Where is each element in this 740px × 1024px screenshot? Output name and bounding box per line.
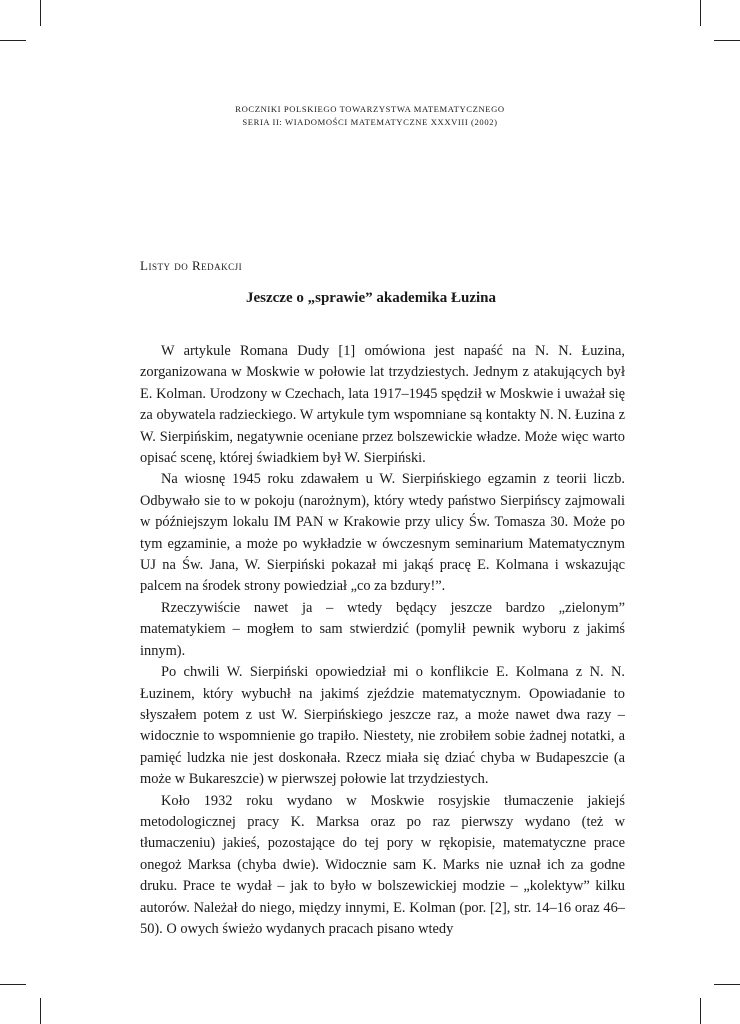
crop-mark-top-left-h: [0, 40, 26, 41]
paragraph: Rzeczywiście nawet ja – wtedy będący jeszcze bardzo „zielonym” matematykiem – mogłem to sam stwierdzić (pomylił pewnik wyboru z jakimś innym).: [140, 599, 625, 659]
journal-series: SERIA II: WIADOMOŚCI MATEMATYCZNE XXXVIII (2002): [242, 116, 498, 127]
paragraph: W artykule Romana Dudy [1] omówiona jest napaść na N. N. Łuzina, zorganizowana w Moskwie w połowie lat trzydziestych. Jednym z atakujących był E. Kolman. Urodzony w Czechach, lata 1917–1945 spędził w Moskwie i uważał się za obywatela radzieckiego. W artykule tym wspomniane są kontakty N. N. Łuzina z W. Sierpińskim, negatywnie oceniane przez bolszewickie władze. Może więc warto opisać scenę, której świadkiem był W. Sierpiński.: [140, 343, 625, 467]
crop-mark-bottom-right: [700, 998, 701, 1024]
crop-mark-top-left: [40, 0, 41, 26]
crop-mark-top-right-h: [714, 40, 740, 41]
crop-mark-bottom-left: [40, 998, 41, 1024]
journal-name: ROCZNIKI POLSKIEGO TOWARZYSTWA MATEMATYCZNEGO: [235, 104, 505, 114]
running-head: [0, 103, 740, 128]
section-label: Listy do Redakcji: [140, 258, 243, 273]
article-title: Jeszcze o „sprawie” akademika Łuzina: [246, 290, 496, 306]
crop-mark-bottom-right-h: [714, 984, 740, 985]
paragraph: Na wiosnę 1945 roku zdawałem u W. Sierpińskiego egzamin z teorii liczb. Odbywało sie to w pokoju (narożnym), który wtedy państwo Sierpińscy zajmowali w późniejszym lokalu IM PAN w Krakowie przy ulicy Św. Tomasza 30. Może po tym egzaminie, a może po wykładzie w ówczesnym seminarium Matematycznym UJ na Św. Jana, W. Sierpiński pokazał mi jakąś pracę E. Kolmana i wskazując palcem na środek strony powiedział „co za bzdury!”.: [140, 471, 625, 595]
article-body: [140, 341, 625, 940]
crop-mark-top-right: [700, 0, 701, 26]
paragraph: Po chwili W. Sierpiński opowiedział mi o konflikcie E. Kolmana z N. N. Łuzinem, który wybuchł na jakimś zjeździe matematycznym. Opowiadanie to słyszałem potem z ust W. Sierpińskiego jeszcze raz, a może nawet dwa razy – widocznie to wspomnienie go trapiło. Niestety, nie zrobiłem sobie żadnej notatki, a pamięć ludzka nie jest doskonała. Rzecz miała się dziać chyba w Budapeszcie (a może w Bukareszcie) w pierwszej połowie lat trzydziestych.: [140, 664, 625, 788]
crop-mark-bottom-left-h: [0, 984, 26, 985]
paragraph: Koło 1932 roku wydano w Moskwie rosyjskie tłumaczenie jakiejś metodologicznej pracy K. Marksa oraz po raz pierwszy wydano (też w tłumaczeniu) jakieś, pozostające do tej pory w rękopisie, matematyczne prace onegoż Marksa (chyba dwie). Widocznie sam K. Marks nie uznał ich za godne druku. Prace te wydał – jak to było w bolszewickiej modzie – „kolektyw” kilku autorów. Należał do niego, między innymi, E. Kolman (por. [2], str. 14–16 oraz 46–50). O owych świeżo wydanych pracach pisano wtedy: [140, 792, 625, 937]
